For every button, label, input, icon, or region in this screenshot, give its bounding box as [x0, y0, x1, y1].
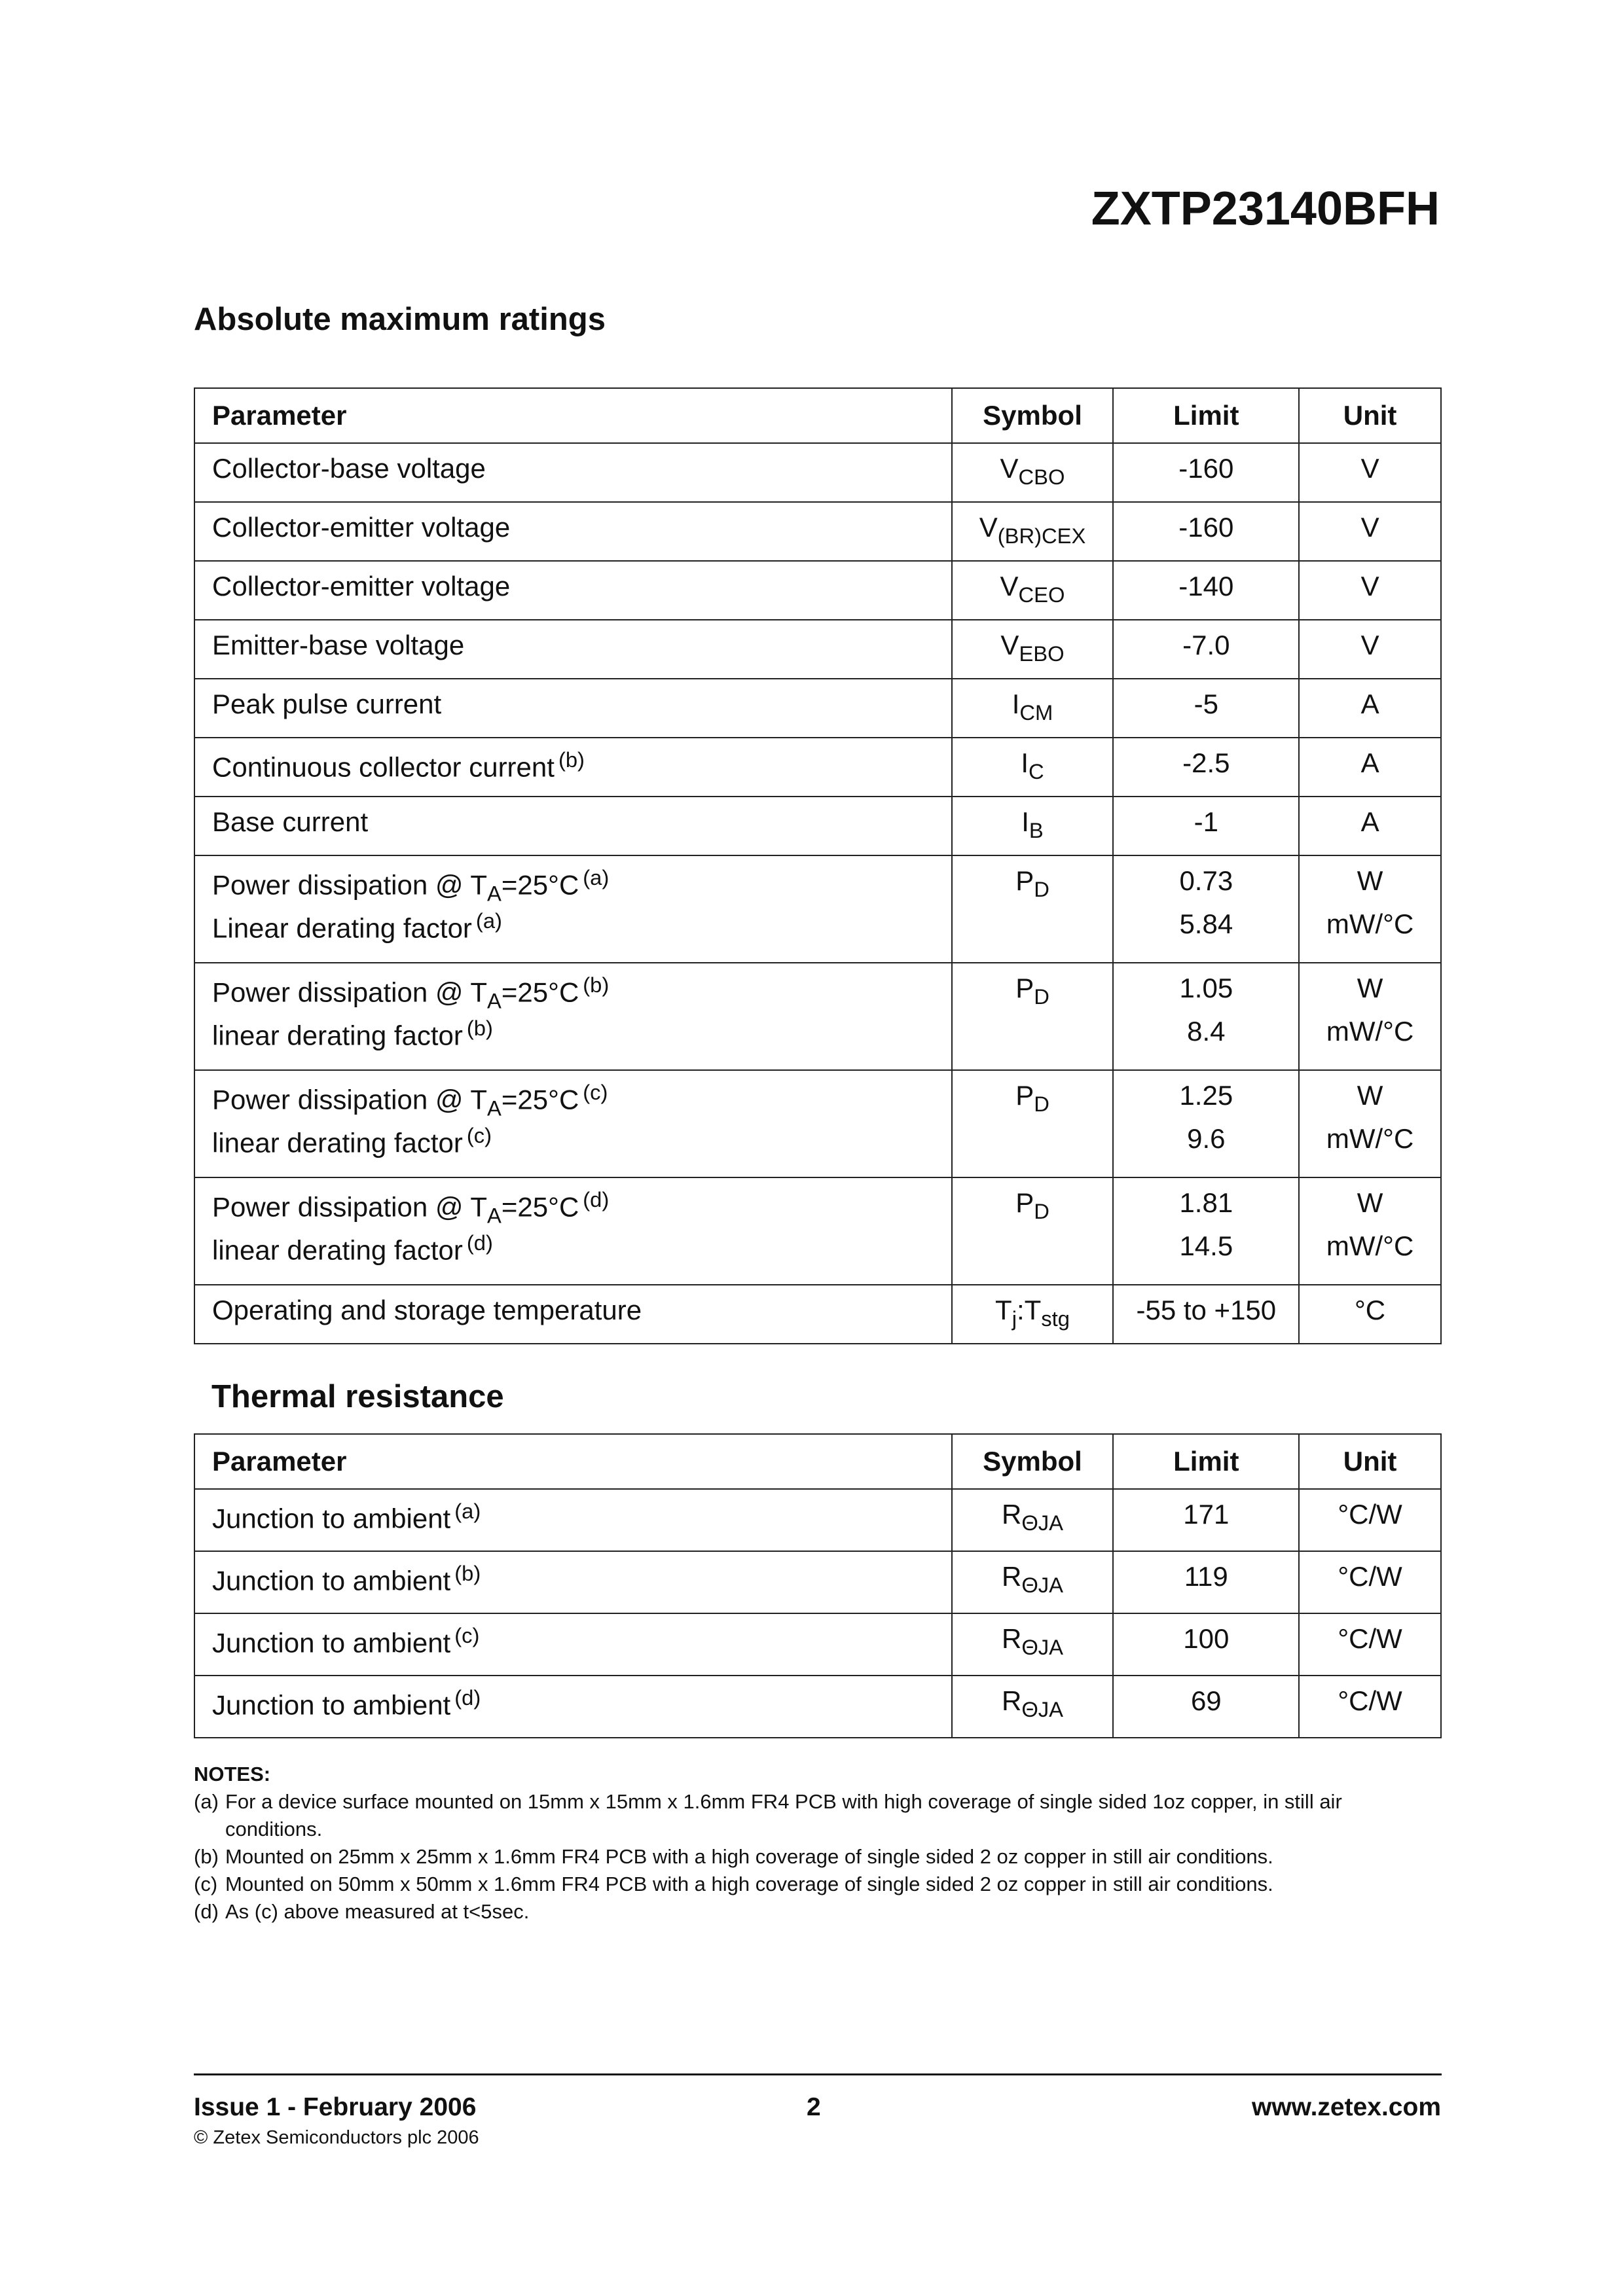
unit-value: W: [1357, 973, 1383, 1003]
unit-cell: [1299, 855, 1441, 963]
parameter-text: Junction to ambient: [212, 1627, 451, 1659]
table-header-row: [194, 1434, 1441, 1489]
parameter-text: Base current: [212, 806, 369, 837]
note-ref: (c): [466, 1123, 492, 1147]
unit-cell: [1299, 1177, 1441, 1285]
limit-cell: -160: [1113, 502, 1299, 561]
parameter-cell: [194, 1177, 952, 1285]
symbol-cell: [952, 1613, 1114, 1676]
parameter-cell: [194, 561, 952, 620]
note-ref: (c): [583, 1080, 608, 1104]
symbol-cell: [952, 1676, 1114, 1738]
note-ref: (a): [583, 865, 610, 889]
parameter-text: Power dissipation @ T: [212, 1191, 488, 1223]
symbol-cell: [952, 797, 1114, 855]
symbol-subscript: ΘJA: [1021, 1634, 1064, 1659]
ambient-subscript: A: [487, 1203, 501, 1228]
table-row: [194, 738, 1441, 797]
note-item: [194, 1788, 1444, 1843]
parameter-text: Collector-emitter voltage: [212, 512, 511, 543]
derating-line: [212, 1230, 951, 1274]
symbol-cell: [952, 1070, 1114, 1177]
symbol-letter: I: [1021, 806, 1029, 837]
unit-cell: A: [1299, 738, 1441, 797]
symbol-subscript: CBO: [1018, 464, 1065, 489]
table-row: [194, 797, 1441, 855]
note-ref: (d): [466, 1230, 493, 1255]
symbol-letter: R: [1001, 1685, 1022, 1716]
note-item: [194, 1871, 1444, 1898]
symbol-subscript: EBO: [1019, 641, 1065, 666]
unit-cell: V: [1299, 620, 1441, 679]
unit-value: W: [1357, 865, 1383, 896]
limit-cell: [1113, 1070, 1299, 1177]
limit-cell: [1113, 963, 1299, 1070]
unit-cell: A: [1299, 679, 1441, 738]
symbol-letter: T: [995, 1295, 1012, 1325]
parameter-cell: [194, 443, 952, 502]
symbol-letter: V: [979, 512, 998, 543]
parameter-cell: [194, 1613, 952, 1676]
col-header-unit: Unit: [1299, 1434, 1441, 1489]
parameter-cell: [194, 963, 952, 1070]
parameter-cell: [194, 738, 952, 797]
symbol-cell: [952, 855, 1114, 963]
parameter-text: Junction to ambient: [212, 1503, 451, 1534]
col-header-symbol: Symbol: [952, 1434, 1114, 1489]
limit-cell: 171: [1113, 1489, 1299, 1551]
unit-value: mW/°C: [1326, 1016, 1414, 1047]
power-dissipation-line: [212, 973, 951, 1016]
parameter-text: =25°C: [501, 1084, 579, 1115]
part-number-title: ZXTP23140BFH: [1091, 183, 1440, 235]
symbol-letter: P: [1015, 1187, 1034, 1218]
symbol-letter: P: [1015, 973, 1034, 1003]
abs-max-simple-rows: [194, 443, 1441, 855]
abs-max-heading: Absolute maximum ratings: [194, 302, 606, 337]
symbol-subscript: D: [1034, 1198, 1049, 1223]
limit-cell: [1113, 855, 1299, 963]
table-row: [194, 443, 1441, 502]
parameter-text: Continuous collector current: [212, 751, 555, 783]
symbol-letter: R: [1001, 1561, 1022, 1592]
note-label: (d): [194, 1900, 219, 1923]
unit-cell: V: [1299, 561, 1441, 620]
table-row-temperature: [194, 1285, 1441, 1344]
parameter-cell: [194, 1070, 952, 1177]
limit-value: 8.4: [1187, 1016, 1226, 1047]
parameter-text: Power dissipation @ T: [212, 869, 488, 901]
note-text: For a device surface mounted on 15mm x 15mm x 1.6mm FR4 PCB with high coverage of single sided 1oz copper, in still air conditions.: [225, 1790, 1342, 1840]
parameter-cell: [194, 1676, 952, 1738]
page-number: 2: [807, 2093, 821, 2121]
parameter-text: Junction to ambient: [212, 1565, 451, 1596]
footer-copyright: © Zetex Semiconductors plc 2006: [194, 2127, 479, 2148]
parameter-text: Power dissipation @ T: [212, 1084, 488, 1115]
unit-cell: °C/W: [1299, 1613, 1441, 1676]
parameter-cell: [194, 620, 952, 679]
limit-cell: -140: [1113, 561, 1299, 620]
limit-cell: 69: [1113, 1676, 1299, 1738]
symbol-subscript: j: [1012, 1306, 1017, 1331]
abs-max-table: [194, 387, 1442, 1344]
unit-value: W: [1357, 1187, 1383, 1218]
parameter-text: linear derating factor: [212, 1127, 463, 1158]
symbol-subscript: C: [1029, 759, 1044, 783]
col-header-limit: Limit: [1113, 1434, 1299, 1489]
col-header-parameter: Parameter: [194, 1434, 952, 1489]
parameter-text: =25°C: [501, 1191, 579, 1223]
table-row: [194, 1613, 1441, 1676]
unit-cell: A: [1299, 797, 1441, 855]
ambient-subscript: A: [487, 1096, 501, 1121]
parameter-text: Peak pulse current: [212, 689, 442, 719]
note-text: As (c) above measured at t<5sec.: [225, 1900, 530, 1923]
symbol-subscript: CM: [1019, 700, 1053, 725]
unit-value: W: [1357, 1080, 1383, 1111]
table-header-row: [194, 388, 1441, 443]
symbol-cell: [952, 738, 1114, 797]
limit-value: 0.73: [1179, 865, 1233, 896]
symbol-subscript: ΘJA: [1021, 1510, 1064, 1535]
footer-website-link[interactable]: www.zetex.com: [1252, 2093, 1441, 2121]
derating-line: [212, 908, 951, 952]
table-row: [194, 1070, 1441, 1177]
notes-heading: NOTES:: [194, 1763, 271, 1785]
limit-cell: -55 to +150: [1113, 1285, 1299, 1344]
power-dissipation-line: [212, 1187, 951, 1230]
unit-cell: [1299, 1070, 1441, 1177]
note-label: (c): [194, 1873, 218, 1895]
symbol-subscript: D: [1034, 876, 1049, 901]
parameter-text: Collector-emitter voltage: [212, 571, 511, 601]
note-ref: (a): [454, 1499, 481, 1523]
footer-divider: [194, 2073, 1442, 2075]
unit-cell: °C/W: [1299, 1676, 1441, 1738]
table-row: [194, 502, 1441, 561]
table-row: [194, 1489, 1441, 1551]
unit-cell: °C: [1299, 1285, 1441, 1344]
parameter-text: =25°C: [501, 977, 579, 1008]
parameter-cell: [194, 797, 952, 855]
table-row: [194, 1676, 1441, 1738]
parameter-cell: [194, 855, 952, 963]
symbol-cell: [952, 561, 1114, 620]
note-ref: (d): [583, 1187, 610, 1211]
table-row: [194, 561, 1441, 620]
parameter-cell: [194, 679, 952, 738]
symbol-subscript: stg: [1041, 1306, 1070, 1331]
table-row: [194, 1177, 1441, 1285]
col-header-parameter: Parameter: [194, 388, 952, 443]
limit-value: 9.6: [1187, 1123, 1226, 1154]
unit-cell: °C/W: [1299, 1551, 1441, 1613]
parameter-cell: Operating and storage temperature: [194, 1285, 952, 1344]
symbol-letter: :T: [1016, 1295, 1042, 1325]
parameter-text: linear derating factor: [212, 1020, 463, 1051]
limit-value: 14.5: [1179, 1230, 1233, 1261]
symbol-cell: [952, 502, 1114, 561]
col-header-unit: Unit: [1299, 388, 1441, 443]
power-dissipation-line: [212, 865, 951, 908]
unit-value: mW/°C: [1326, 1123, 1414, 1154]
limit-cell: 100: [1113, 1613, 1299, 1676]
symbol-letter: I: [1021, 747, 1029, 778]
footer-issue: Issue 1 - February 2006: [194, 2093, 477, 2121]
note-ref: (b): [466, 1016, 493, 1040]
symbol-cell: [952, 963, 1114, 1070]
note-ref: (b): [454, 1561, 481, 1585]
power-dissipation-line: [212, 1080, 951, 1123]
derating-line: [212, 1016, 951, 1059]
note-text: Mounted on 25mm x 25mm x 1.6mm FR4 PCB with a high coverage of single sided 2 oz copper in still air conditions.: [225, 1845, 1273, 1868]
symbol-letter: P: [1015, 1080, 1034, 1111]
table-row: [194, 1551, 1441, 1613]
parameter-text: Power dissipation @ T: [212, 977, 488, 1008]
symbol-cell: [952, 1551, 1114, 1613]
parameter-cell: [194, 502, 952, 561]
parameter-text: =25°C: [501, 869, 579, 901]
limit-cell: -1: [1113, 797, 1299, 855]
note-text: Mounted on 50mm x 50mm x 1.6mm FR4 PCB with a high coverage of single sided 2 oz copper in still air conditions.: [225, 1873, 1273, 1895]
unit-value: mW/°C: [1326, 1230, 1414, 1261]
symbol-letter: P: [1015, 865, 1034, 896]
unit-cell: V: [1299, 502, 1441, 561]
parameter-text: Emitter-base voltage: [212, 630, 465, 660]
symbol-cell: [952, 679, 1114, 738]
symbol-letter: V: [1000, 630, 1019, 660]
note-ref: (a): [475, 908, 502, 933]
parameter-cell: [194, 1489, 952, 1551]
symbol-subscript: B: [1029, 817, 1044, 842]
limit-cell: -5: [1113, 679, 1299, 738]
note-label: (b): [194, 1845, 219, 1868]
notes-block: [194, 1761, 1444, 1926]
col-header-symbol: Symbol: [952, 388, 1114, 443]
parameter-text: Linear derating factor: [212, 912, 472, 944]
note-item: [194, 1843, 1444, 1871]
unit-value: mW/°C: [1326, 908, 1414, 939]
thermal-table: [194, 1433, 1442, 1738]
table-row: [194, 679, 1441, 738]
limit-cell: -7.0: [1113, 620, 1299, 679]
symbol-letter: V: [1000, 571, 1019, 601]
symbol-cell: [952, 1177, 1114, 1285]
symbol-subscript: (BR)CEX: [997, 523, 1086, 548]
symbol-cell: [952, 443, 1114, 502]
parameter-text: linear derating factor: [212, 1234, 463, 1266]
unit-cell: [1299, 963, 1441, 1070]
symbol-letter: V: [1000, 453, 1019, 484]
limit-cell: 119: [1113, 1551, 1299, 1613]
unit-cell: V: [1299, 443, 1441, 502]
note-ref: (b): [558, 747, 585, 772]
symbol-subscript: ΘJA: [1021, 1696, 1064, 1721]
limit-cell: -2.5: [1113, 738, 1299, 797]
limit-cell: -160: [1113, 443, 1299, 502]
symbol-letter: R: [1001, 1499, 1022, 1530]
table-row: [194, 620, 1441, 679]
note-ref: (c): [454, 1623, 480, 1647]
symbol-cell: [952, 1285, 1114, 1344]
col-header-limit: Limit: [1113, 388, 1299, 443]
symbol-subscript: CEO: [1018, 582, 1065, 607]
symbol-letter: R: [1001, 1623, 1022, 1654]
symbol-subscript: D: [1034, 1091, 1049, 1116]
table-row: [194, 855, 1441, 963]
parameter-text: Junction to ambient: [212, 1689, 451, 1721]
ambient-subscript: A: [487, 988, 501, 1013]
parameter-cell: [194, 1551, 952, 1613]
abs-max-power-rows: [194, 855, 1441, 1285]
symbol-cell: [952, 620, 1114, 679]
unit-cell: °C/W: [1299, 1489, 1441, 1551]
symbol-subscript: ΘJA: [1021, 1572, 1064, 1597]
thermal-rows: [194, 1489, 1441, 1738]
derating-line: [212, 1123, 951, 1166]
note-item: [194, 1898, 1444, 1926]
parameter-text: Collector-base voltage: [212, 453, 486, 484]
limit-value: 1.25: [1179, 1080, 1233, 1111]
limit-cell: [1113, 1177, 1299, 1285]
note-ref: (d): [454, 1685, 481, 1710]
symbol-subscript: D: [1034, 984, 1049, 1009]
note-label: (a): [194, 1790, 219, 1813]
limit-value: 5.84: [1179, 908, 1233, 939]
thermal-heading: Thermal resistance: [211, 1379, 504, 1414]
ambient-subscript: A: [487, 881, 501, 906]
limit-value: 1.05: [1179, 973, 1233, 1003]
table-row: [194, 963, 1441, 1070]
notes-list: [194, 1788, 1444, 1926]
symbol-letter: I: [1012, 689, 1020, 719]
symbol-cell: [952, 1489, 1114, 1551]
note-ref: (b): [583, 973, 610, 997]
limit-value: 1.81: [1179, 1187, 1233, 1218]
